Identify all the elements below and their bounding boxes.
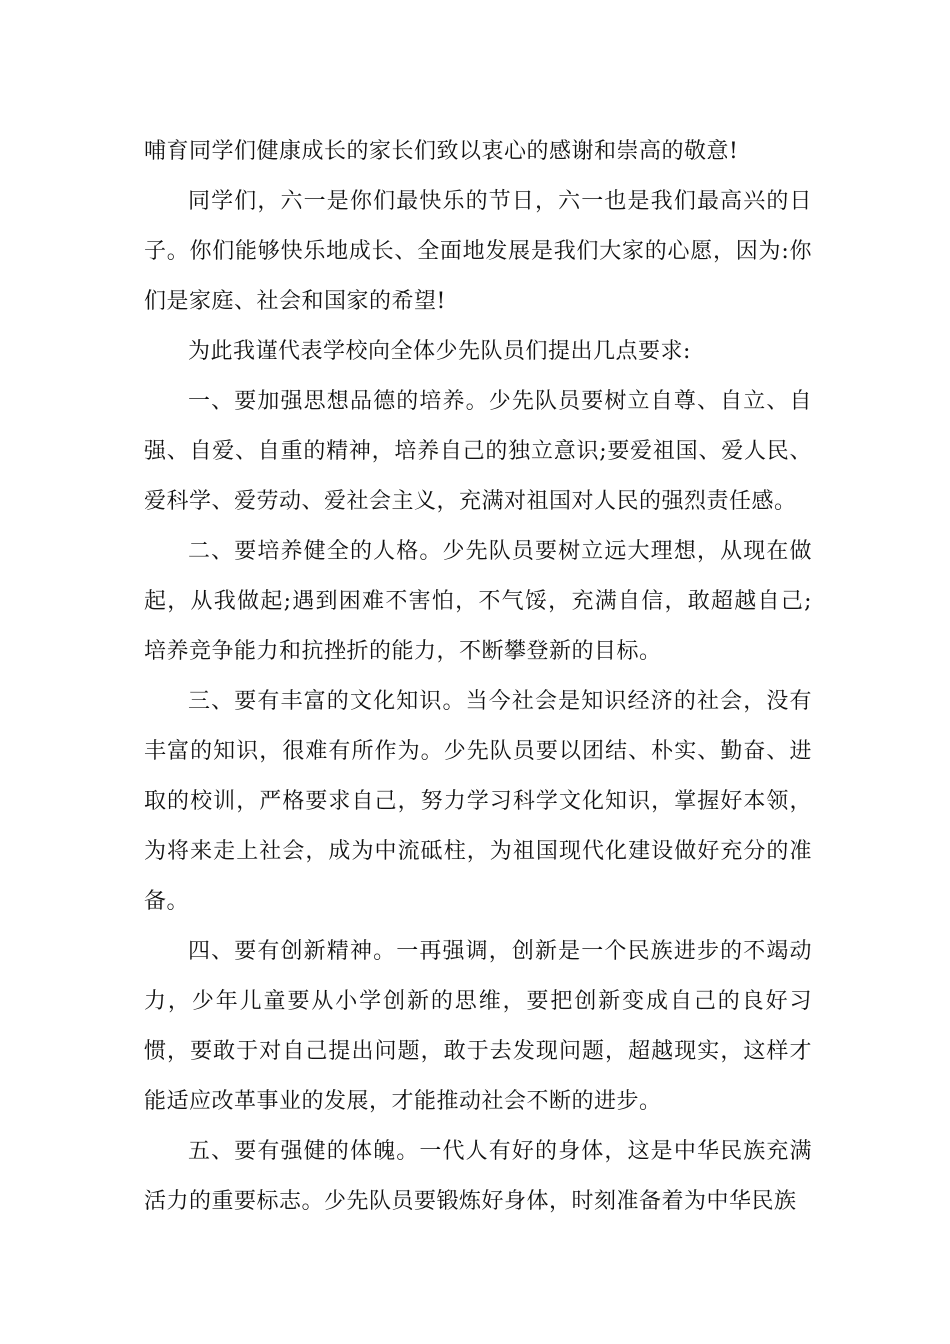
paragraph-continued: 哺育同学们健康成长的家长们致以衷心的感谢和崇高的敬意! <box>144 139 739 164</box>
paragraph-requirement-2: 二、要培养健全的人格。少先队员要树立远大理想，从现在做起，从我做起;遇到困难不害怕，不气馁，充满自信，敢超越自己;培养竞争能力和抗挫折的能力，不断攀登新的目标。 <box>144 539 812 664</box>
paragraph-requirement-5: 五、要有强健的体魄。一代人有好的身体，这是中华民族充满活力的重要标志。少先队员要锻炼好身体，时刻准备着为中华民族 <box>144 1139 812 1214</box>
document-body <box>144 127 812 1227</box>
paragraph-requirement-4: 四、要有创新精神。一再强调，创新是一个民族进步的不竭动力，少年儿童要从小学创新的思维，要把创新变成自己的良好习惯，要敢于对自己提出问题，敢于去发现问题，超越现实，这样才能适应改革事业的发展，才能推动社会不断的进步。 <box>144 939 812 1114</box>
paragraph-requirement-1: 一、要加强思想品德的培养。少先队员要树立自尊、自立、自强、自爱、自重的精神，培养自己的独立意识;要爱祖国、爱人民、爱科学、爱劳动、爱社会主义，充满对祖国对人民的强烈责任感。 <box>144 389 812 514</box>
paragraph-greeting: 同学们，六一是你们最快乐的节日，六一也是我们最高兴的日子。你们能够快乐地成长、全面地发展是我们大家的心愿，因为:你们是家庭、社会和国家的希望! <box>144 189 812 314</box>
paragraph-intro: 为此我谨代表学校向全体少先队员们提出几点要求: <box>188 339 691 364</box>
paragraph-requirement-3: 三、要有丰富的文化知识。当今社会是知识经济的社会，没有丰富的知识，很难有所作为。少先队员要以团结、朴实、勤奋、进取的校训，严格要求自己，努力学习科学文化知识，掌握好本领，为将来走上社会，成为中流砥柱，为祖国现代化建设做好充分的准备。 <box>144 689 812 914</box>
